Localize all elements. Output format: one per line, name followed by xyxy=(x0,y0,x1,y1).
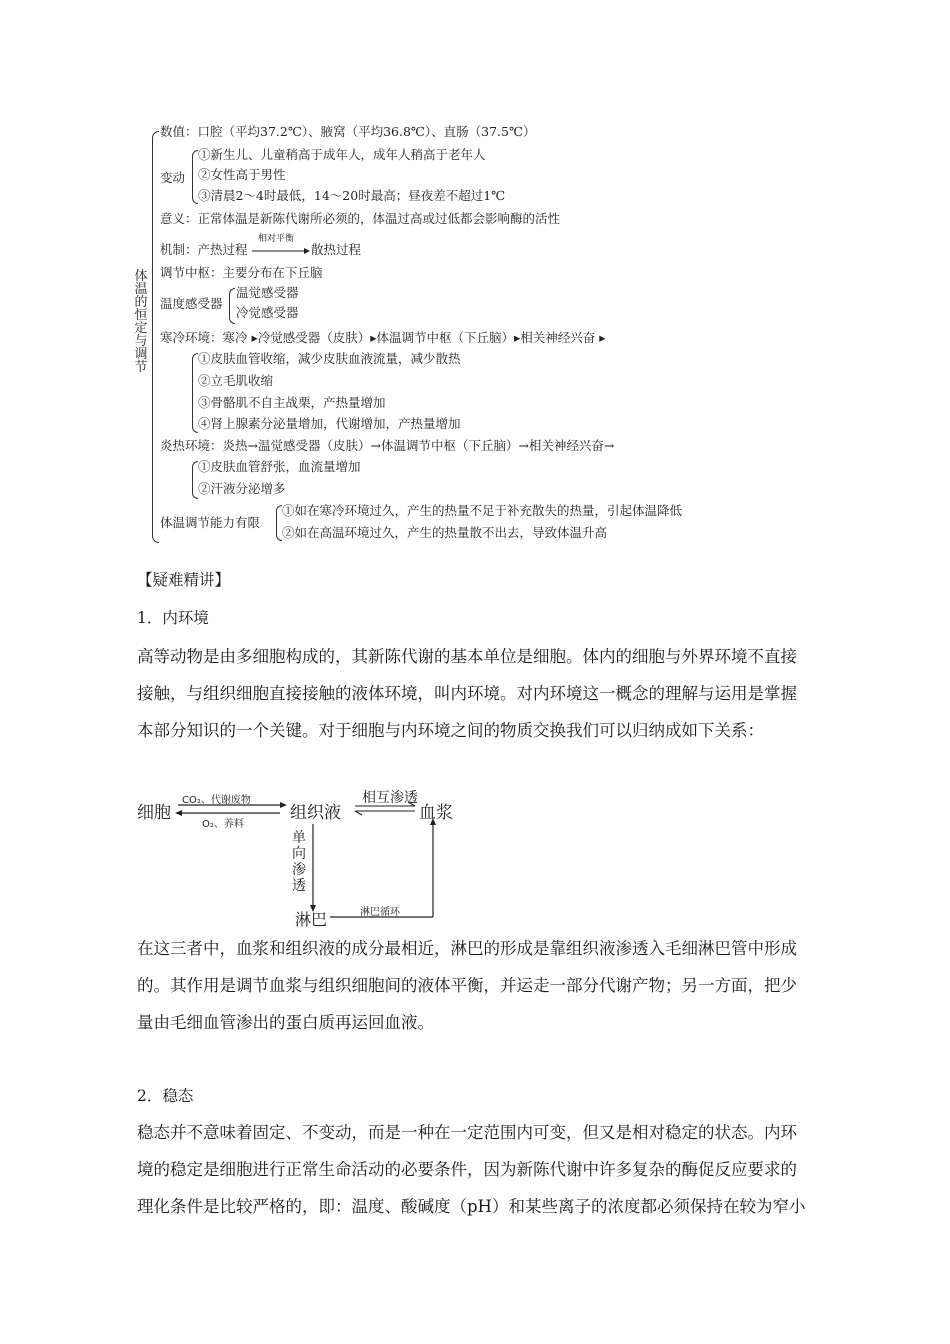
change-item-3: ③清晨2～4时最低，14～20时最高；昼夜差不超过1℃ xyxy=(198,188,506,203)
paragraph-1-line: 本部分知识的一个关键。对于细胞与内环境之间的物质交换我们可以归纳成如下关系： xyxy=(137,721,764,740)
node-tissue-fluid: 组织液 xyxy=(290,803,341,823)
receptor-brace xyxy=(229,288,235,324)
label-lymph-cycle: 淋巴循环 xyxy=(360,907,400,918)
mechanism-prefix: 机制：产热过程 xyxy=(160,242,248,257)
change-label: 变动 xyxy=(160,170,186,185)
mechanism-suffix: 散热过程 xyxy=(311,242,362,257)
heading-2: 2．稳态 xyxy=(137,1087,194,1105)
meaning-line: 意义：正常体温是新陈代谢所必须的，体温过高或过低都会影响酶的活性 xyxy=(160,211,561,226)
mechanism-arrow-label: 相对平衡 xyxy=(258,234,295,244)
paragraph-2-line: 的。其作用是调节血浆与组织细胞间的液体平衡，并运走一部分代谢产物；另一方面，把少 xyxy=(137,976,797,995)
paragraph-3-line: 境的稳定是细胞进行正常生命活动的必要条件，因为新陈代谢中许多复杂的酶促反应要求的 xyxy=(137,1160,797,1179)
paragraph-3-line: 稳态并不意味着固定、不变动，而是一种在一定范围内可变，但又是相对稳定的状态。内环 xyxy=(137,1123,797,1142)
node-cell: 细胞 xyxy=(137,803,171,823)
exchange-diagram xyxy=(130,780,470,930)
paragraph-2-line: 量由毛细血管渗出的蛋白质再运回血液。 xyxy=(137,1013,434,1032)
hot-item-1: ①皮肤血管舒张，血流量增加 xyxy=(198,459,361,474)
paragraph-2 xyxy=(137,930,817,1041)
limit-item-1: ①如在寒冷环境过久，产生的热量不足于补充散失的热量，引起体温降低 xyxy=(282,503,683,518)
cold-item-3: ③骨骼肌不自主战栗，产热量增加 xyxy=(198,395,386,410)
hot-item-2: ②汗液分泌增多 xyxy=(198,481,286,496)
paragraph-1-line: 接触，与组织细胞直接接触的液体环境，叫内环境。对内环境这一概念的理解与运用是掌握 xyxy=(137,684,797,703)
node-plasma: 血浆 xyxy=(419,803,453,823)
outline-title: 体温的恒定与调节 xyxy=(134,269,148,375)
limit-label: 体温调节能力有限 xyxy=(160,515,261,530)
limit-item-2: ②如在高温环境过久，产生的热量散不出去，导致体温升高 xyxy=(282,525,608,540)
cold-item-2: ②立毛肌收缩 xyxy=(198,373,274,388)
receptor-label: 温度感受器 xyxy=(160,296,223,311)
label-cell-in: O₂、养料 xyxy=(202,819,244,830)
paragraph-3-line: 理化条件是比较严格的，即：温度、酸碱度（pH）和某些离子的浓度都必须保持在较为窄小 xyxy=(137,1197,806,1216)
label-one-way-osmosis: 单向渗透 xyxy=(292,830,306,894)
cold-item-1: ①皮肤血管收缩，减少皮肤血液流量，减少散热 xyxy=(198,351,461,366)
main-brace xyxy=(152,131,159,543)
receptor-item-2: 冷觉感受器 xyxy=(236,305,299,320)
heading-1: 1．内环境 xyxy=(137,609,209,627)
paragraph-1-line: 高等动物是由多细胞构成的，其新陈代谢的基本单位是细胞。体内的细胞与外界环境不直接 xyxy=(137,647,797,666)
cold-item-4: ④肾上腺素分泌量增加，代谢增加，产热量增加 xyxy=(198,416,461,431)
paragraph-2-line: 在这三者中，血浆和组织液的成分最相近，淋巴的形成是靠组织液渗透入毛细淋巴管中形成 xyxy=(137,939,797,958)
paragraph-1 xyxy=(137,638,817,749)
change-item-2: ②女性高于男性 xyxy=(198,167,286,182)
mechanism-arrow-icon xyxy=(252,246,310,256)
cold-line: 寒冷环境：寒冷 ▸冷觉感受器（皮肤）▸体温调节中枢（下丘脑）▸相关神经兴奋 ▸ xyxy=(160,330,606,345)
change-item-1: ①新生儿、儿童稍高于成年人，成年人稍高于老年人 xyxy=(198,147,486,162)
values-line: 数值：口腔（平均37.2℃）、腋窝（平均36.8℃）、直肠（37.5℃） xyxy=(160,124,536,139)
center-line: 调节中枢：主要分布在下丘脑 xyxy=(160,265,323,280)
hot-line: 炎热环境：炎热→温觉感受器（皮肤）→体温调节中枢（下丘脑）→相关神经兴奋→ xyxy=(160,438,615,453)
node-lymph: 淋巴 xyxy=(295,910,328,929)
paragraph-3 xyxy=(137,1114,817,1225)
label-mutual-osmosis: 相互渗透 xyxy=(362,790,418,806)
section-title: 【疑难精讲】 xyxy=(137,571,231,589)
label-cell-out: CO₂、代谢废物 xyxy=(182,795,251,806)
receptor-item-1: 温觉感受器 xyxy=(236,285,299,300)
